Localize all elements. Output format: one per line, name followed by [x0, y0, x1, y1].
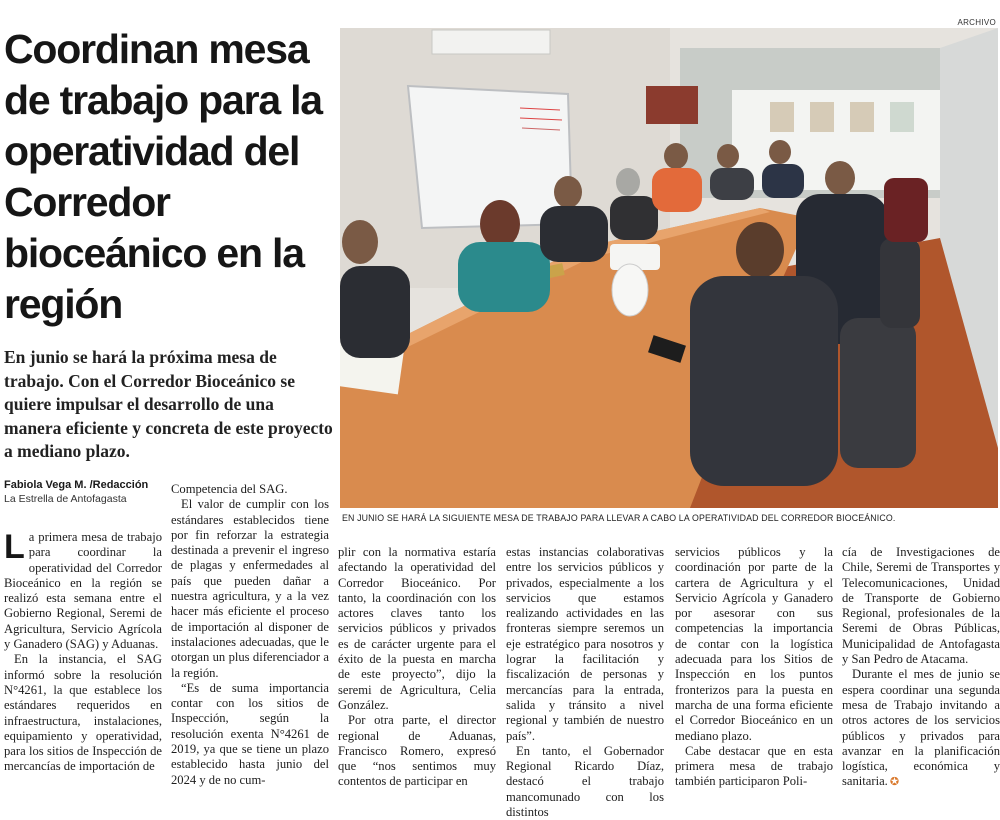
author: Fabiola Vega M. /Redacción	[4, 479, 149, 491]
body-column-5	[675, 545, 833, 790]
body-column-2	[171, 482, 329, 788]
dropcap: L	[4, 528, 25, 566]
body-paragraph: El valor de cumplir con los estándares establecidos tiene por fin reforzar la estrategia destinada a prevenir el ingreso de plagas y enfermedades al país que pueden dañar a nuestra agricultura, y a la vez hacer más eficiente el proceso de importación al disponer de instalaciones adecuadas, que le otorgan un plus diferenciador a la región.	[171, 497, 329, 680]
meeting-photo	[340, 28, 998, 508]
outlet: La Estrella de Antofagasta	[4, 493, 127, 505]
body-paragraph: Por otra parte, el director regional de Aduanas, Francisco Romero, expresó que “nos sentimos muy contentos de participar en	[338, 713, 496, 789]
body-column-1	[4, 530, 162, 775]
body-column-4	[506, 545, 664, 820]
body-paragraph: cía de Investigaciones de Chile, Seremi de Transportes y Telecomunicaciones, Unidad de Transporte de Gobierno Regional, profesionales de la Seremi de Obras Públicas, Municipalidad de Antofagasta y San Pedro de Atacama.	[842, 545, 1000, 667]
subhead: En junio se hará la próxima mesa de trabajo. Con el Corredor Bioceánico se quiere impulsar el desarrollo de una manera eficiente y concreta de este proyecto a mediano plazo.	[4, 347, 333, 461]
body-paragraph: estas instancias colaborativas entre los servicios públicos y privados, especialmente a los servicios que estamos realizando actividades en las fronteras siempre seremos un eje estratégico para nosotros y lograr la facilitación y fiscalización de personas y mercancías para la entrada, salida y tránsito a nivel regional y también de nuestro país”.	[506, 545, 664, 743]
body-paragraph: a primera mesa de trabajo para coordinar la operatividad del Corredor Bioceánico en la región se realizó esta semana entre el Gobierno Regional, Seremi de Agricultura, Servicio Agrícola y Ganadero (SAG) y Aduanas.	[4, 530, 162, 652]
photo-credit: ARCHIVO	[957, 18, 996, 27]
body-paragraph: servicios públicos y la coordinación por parte de la cartera de Agricultura y el Servicio Agrícola y Ganadero por asesorar con sus competencias la importancia de contar con la logística adecuada para los Sitios de Inspección en los puntos fronterizos para la puesta en marcha de una forma eficiente el Corredor Bioceánico en un mediano plazo.	[675, 545, 833, 743]
body-column-6	[842, 545, 1000, 791]
body-paragraph: Cabe destacar que en esta primera mesa de trabajo también participaron Poli-	[675, 743, 833, 789]
headline: Coordinan mesa de trabajo para la operatividad del Corredor bioceánico en la región	[4, 26, 322, 327]
body-paragraph: En la instancia, el SAG informó sobre la resolución N°4261, la que establece los estándares requeridos en infraestructura, instalaciones, equipamiento y operatividad, para los sitios de Inspección de mercancías de importación de	[4, 652, 162, 774]
body-column-3	[338, 545, 496, 790]
body-paragraph: Durante el mes de junio se espera coordinar una segunda mesa de Trabajo invitando a otros actores de los servicios públicos y privados para avanzar en la planificación logística, económica y sanitaria. ✪	[842, 667, 1000, 789]
body-paragraph: En tanto, el Gobernador Regional Ricardo Díaz, destacó el trabajo mancomunado con los distintos	[506, 743, 664, 820]
photo-caption: EN JUNIO SE HARÁ LA SIGUIENTE MESA DE TRABAJO PARA LLEVAR A CABO LA OPERATIVIDAD DEL CORREDOR BIOCEÁNICO.	[342, 513, 896, 523]
end-mark-icon: ✪	[889, 776, 900, 789]
body-paragraph: Competencia del SAG.	[171, 482, 288, 496]
body-paragraph: plir con la normativa estaría afectando la operatividad del Corredor Bioceánico. Por tanto, la coordinación con los actores claves tanto los servicios públicos y privados es de carácter urgente para el éxito de la puesta en marcha de este proyecto”, dijo la seremi de Agricultura, Celia González.	[338, 545, 496, 712]
body-paragraph: “Es de suma importancia contar con los sitios de Inspección, según la resolución exenta N°4261 de 2019, ya que se tiene un plazo establecido hasta junio del 2024 y de no cum-	[171, 680, 329, 787]
